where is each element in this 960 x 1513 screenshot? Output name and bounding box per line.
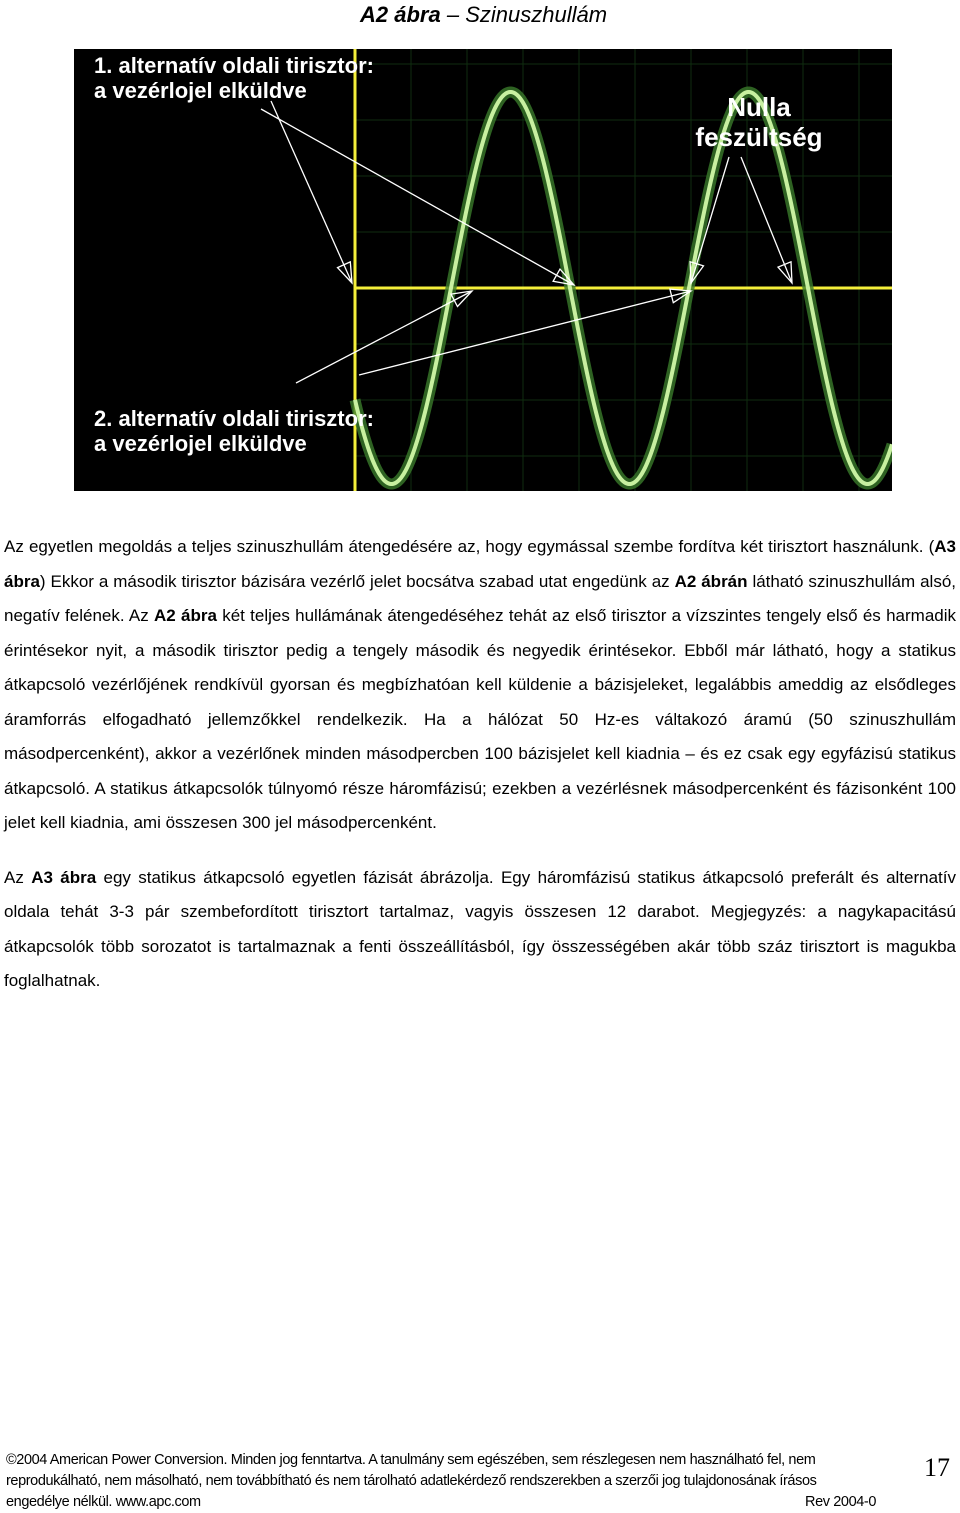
text-run: egy statikus átkapcsoló egyetlen fázisát ábrázolja. Egy háromfázisú statikus átkapcsoló preferált és alternatív oldala tehát 3-3 pár szembefordított tirisztort tartalmaz, vagyis összesen 12 darabot. Megjegyzés: a nagykapacitású átkapcsolók több sorozatot is tartalmaznak a fenti összeállításból, így összességében akár több száz tirisztort is magukba foglalhatnak.: [4, 867, 957, 990]
figure-reference: A2 ábra: [154, 606, 217, 625]
caption-title: Szinuszhullám: [465, 2, 608, 27]
text-run: Az: [4, 867, 32, 887]
arrow-bottom-2-line: [359, 291, 691, 375]
text-run: ) Ekkor a második tirisztor bázisára vezérlő jelet bocsátva szabad utat engedünk az: [39, 571, 675, 591]
figure-reference: A3 ábra: [4, 537, 956, 591]
paragraph-1: [4, 530, 956, 841]
figure-reference: A3 ábra: [31, 867, 97, 887]
figure-caption: [360, 2, 607, 28]
arrow-top-2-line: [261, 109, 574, 285]
arrow-top-1-head: [338, 262, 353, 283]
text-run: látható szinuszhullám alsó, negatív felének. Az: [4, 571, 956, 625]
footer-rights: reprodukálható, nem másolható, nem továbbítható és nem tárolható adatlekérdező rendszerekben a szerzői jog tulajdonosának írásos: [6, 1473, 817, 1489]
label-zero-voltage: Nulla feszültség: [695, 92, 823, 152]
page-footer: [6, 1450, 876, 1513]
text-run: Az egyetlen megoldás a teljes szinuszhullám átengedésére az, hogy egymással szembe fordítva két tirisztort használunk. (: [4, 537, 935, 556]
arrow-top-1-line: [271, 101, 352, 283]
figure-reference: A2 ábrán: [674, 571, 748, 591]
footer-permission: engedélye nélkül. www.apc.com: [6, 1494, 201, 1510]
page-number: 17: [924, 1453, 950, 1482]
text-run: két teljes hullámának átengedéséhez tehát az első tirisztor a vízszintes tengely első és harmadik érintésekor nyit, a második tirisztor pedig a tengely második és negyedik érintésekor. Ebből már látható, hogy a statikus átkapcsoló vezérlőjének rendkívül gyorsan és megbízhatóan kell küldenie a bázisjeleket, legalábbis ameddig az elsődleges áramforrás elfogadható jellemzőkkel rendelkezik. Ha a hálózat 50 Hz-es váltakozó áramú (50 szinuszhullám másodpercenként), akkor a vezérlőnek minden másodpercben 100 bázisjelet kell kiadnia – és ez csak egy egyfázisú statikus átkapcsoló. A statikus átkapcsolók túlnyomó része háromfázisú; ezekben a vezérlésnek másodpercenként és fázisonként 100 jelet kell kiadnia, ami összesen 300 jel másodpercenként.: [4, 606, 956, 832]
footer-copyright: ©2004 American Power Conversion. Minden jog fenntartva. A tanulmány sem egészében, sem részlegesen nem használható fel, nem: [6, 1452, 816, 1468]
label-first-thyristor: 1. alternatív oldali tirisztor: a vezérlojel elküldve: [94, 53, 374, 104]
footer-revision: Rev 2004-0: [805, 1494, 876, 1510]
body-text: [4, 530, 956, 999]
caption-dash: –: [446, 2, 460, 27]
caption-label: A2 ábra: [360, 2, 441, 27]
oscilloscope-figure: [74, 49, 892, 491]
label-second-thyristor: 2. alternatív oldali tirisztor: a vezérlojel elküldve: [94, 406, 374, 457]
paragraph-2: [4, 861, 956, 999]
